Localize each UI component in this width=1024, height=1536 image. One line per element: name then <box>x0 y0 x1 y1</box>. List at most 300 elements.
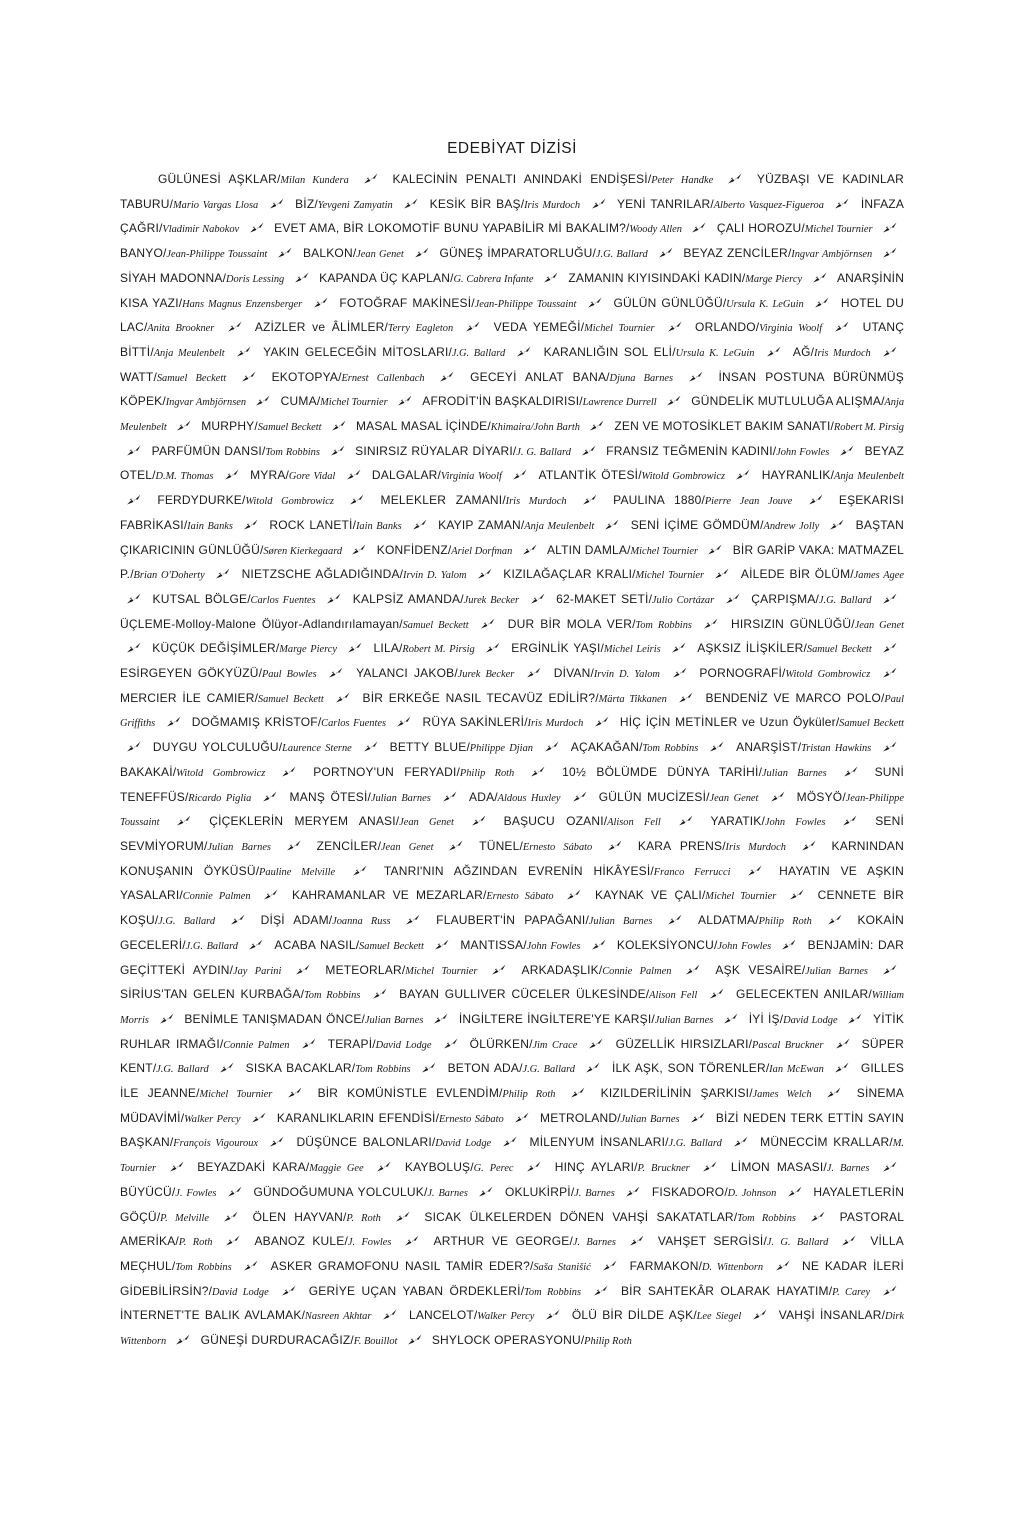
book-entry <box>568 271 802 285</box>
quill-pen-icon <box>725 593 740 604</box>
title-author-divider: / <box>570 1184 575 1199</box>
book-author: Søren Kierkegaard <box>263 545 343 557</box>
book-author: Julian Barnes <box>654 1014 714 1026</box>
book-entry <box>434 1234 616 1248</box>
quill-pen-icon <box>770 791 785 802</box>
book-title: ABANOZ KULE <box>254 1234 345 1249</box>
quill-pen-icon <box>526 667 541 678</box>
quill-pen-icon <box>666 395 681 406</box>
title-author-divider: / <box>632 567 636 582</box>
title-author-divider: / <box>278 740 283 755</box>
title-author-divider: / <box>523 937 527 952</box>
quill-pen-icon <box>735 469 750 480</box>
book-author: Franco Ferrucci <box>653 866 731 878</box>
book-author: David Lodge <box>375 1039 432 1051</box>
quill-pen-icon <box>882 1161 897 1172</box>
quill-pen-icon <box>330 445 345 456</box>
title-author-divider: / <box>343 1209 347 1224</box>
title-author-divider: / <box>169 1135 174 1150</box>
book-author: F. Bouillot <box>353 1336 398 1348</box>
book-author: Michel Tournier <box>405 965 478 977</box>
book-title: KAYBOLUŞ <box>404 1160 471 1175</box>
quill-pen-icon <box>403 198 418 209</box>
title-author-divider: / <box>520 517 525 532</box>
book-entry <box>572 1308 741 1322</box>
title-author-divider: / <box>254 690 258 705</box>
book-author: Iain Banks <box>355 520 402 532</box>
book-author: Dirk Wittenborn <box>120 1311 904 1348</box>
book-author: Witold Gombrowicz <box>785 669 871 681</box>
title-author-divider: / <box>598 962 603 977</box>
quill-pen-icon <box>169 1161 184 1172</box>
title-author-divider: / <box>830 468 834 483</box>
book-entry <box>197 1160 363 1174</box>
quill-pen-icon <box>882 741 897 752</box>
book-author: Tom Robbins <box>355 1064 411 1076</box>
title-author-divider: / <box>447 542 452 557</box>
quill-pen-icon <box>688 371 703 382</box>
book-title: AĞ <box>792 344 811 359</box>
title-author-divider: / <box>399 616 403 631</box>
book-entry <box>303 246 404 260</box>
book-entry <box>731 617 904 631</box>
book-author: Jean-Philippe Toussaint <box>474 298 577 310</box>
title-author-divider: / <box>701 493 705 508</box>
title-author-divider: / <box>502 493 506 508</box>
title-author-divider: / <box>803 641 807 656</box>
book-title: İNSAN POSTUNA BÜRÜNMÜŞ KÖPEK <box>120 369 905 409</box>
book-title: BEYAZ OTEL <box>120 443 905 483</box>
book-title: KÜÇÜK DEĞİŞİMLER <box>152 641 276 656</box>
book-author: J. Barnes <box>427 1187 468 1199</box>
quill-pen-icon <box>658 247 673 258</box>
book-entry <box>374 641 475 655</box>
book-title: KAPANDA ÜÇ KAPLAN <box>319 270 451 285</box>
book-title: ROCK LANETİ <box>269 517 353 532</box>
book-entry <box>432 1333 632 1347</box>
quill-pen-icon <box>834 321 849 332</box>
quill-pen-icon <box>709 988 724 999</box>
book-entry <box>290 790 431 804</box>
title-author-divider: / <box>650 863 654 878</box>
quill-pen-icon <box>766 346 781 357</box>
title-author-divider: / <box>423 1184 428 1199</box>
book-author: Michel Tournier <box>320 397 388 409</box>
book-title: İNGİLTERE İNGİLTERE'YE KARŞI <box>458 1011 652 1026</box>
book-title: METROLAND <box>540 1110 618 1125</box>
book-title: VEDA YEMEĞİ <box>493 320 581 335</box>
title-author-divider: / <box>810 344 814 359</box>
book-entry <box>612 1061 824 1075</box>
book-entry <box>595 888 776 902</box>
book-author: J.G. Ballard <box>668 1138 722 1150</box>
title-author-divider: / <box>672 344 676 359</box>
book-title: BİZİ NEDEN TERK ETTİN SAYIN BAŞKAN <box>120 1110 905 1150</box>
book-title: HAYALETLERİN GÖÇÜ <box>120 1184 905 1224</box>
title-author-divider: / <box>180 1110 185 1125</box>
book-entry <box>470 370 673 384</box>
quill-pen-icon <box>277 247 292 258</box>
book-title: PORTNOY'UN FERYADI <box>313 764 457 779</box>
book-title: BALKON <box>302 246 353 261</box>
title-author-divider: / <box>361 1011 365 1026</box>
book-author: Laurence Sterne <box>282 743 352 755</box>
book-author: Anja Meulenbelt <box>833 471 905 483</box>
book-title: HAYATIN VE AŞKIN YASALARI <box>120 863 905 903</box>
title-author-divider: / <box>595 690 599 705</box>
quill-pen-icon <box>747 865 762 876</box>
book-author: J.G. Ballard <box>818 594 872 606</box>
title-author-divider: / <box>603 814 608 829</box>
book-title: AŞK VESAİRE <box>715 962 802 977</box>
title-author-divider: / <box>473 1308 478 1323</box>
book-title: RÜYA SAKİNLERİ <box>422 715 525 730</box>
quill-pen-icon <box>808 494 823 505</box>
quill-pen-icon <box>251 1112 266 1123</box>
book-title: ANARŞİST <box>736 740 798 755</box>
book-title: NE KADAR İLERİ GİDEBİLİRSİN? <box>120 1258 904 1298</box>
book-author: David Lodge <box>211 1286 269 1298</box>
quill-pen-icon <box>812 272 827 283</box>
book-author: J. Fowles <box>175 1187 217 1199</box>
quill-pen-icon <box>703 618 718 629</box>
title-author-divider: / <box>626 221 630 236</box>
book-author: Tom Robbins <box>303 990 361 1002</box>
quill-pen-icon <box>255 395 270 406</box>
book-author: Ingvar Ambjörnsen <box>791 249 873 261</box>
book-author: Carlos Fuentes <box>250 594 316 606</box>
book-title: MELEKLER ZAMANI <box>380 493 503 508</box>
title-author-divider: / <box>801 962 806 977</box>
book-author: Julian Barnes <box>364 1014 424 1026</box>
book-author: John Fowles <box>526 940 581 952</box>
book-entry <box>469 790 560 804</box>
book-title: BAYAN GULLIVER CÜCELER ÜLKESİNDE <box>399 987 646 1002</box>
quill-pen-icon <box>372 988 387 999</box>
book-entry <box>271 1259 591 1273</box>
title-author-divider: / <box>701 888 706 903</box>
book-title: METEORLAR <box>325 962 402 977</box>
book-author: J. G. Ballard <box>516 446 571 458</box>
book-title: KUTSAL BÖLGE <box>152 591 248 606</box>
book-entry <box>246 1061 411 1075</box>
title-author-divider: / <box>130 567 134 582</box>
book-entry <box>120 765 265 779</box>
quill-pen-icon <box>709 741 724 752</box>
book-title: KARANLIĞIN SOL ELİ <box>543 344 673 359</box>
book-title: GECEYİ ANLAT BANA <box>470 369 607 384</box>
quill-pen-icon <box>175 1334 190 1345</box>
book-author: Tristan Hawkins <box>801 743 872 755</box>
book-title: KONFİDENZ <box>376 542 448 557</box>
quill-pen-icon <box>405 914 420 925</box>
book-title: GÜLÜNESİ AŞKLAR <box>158 172 278 186</box>
title-author-divider: / <box>401 962 406 977</box>
book-author: Märta Tikkanen <box>598 693 667 705</box>
book-entry <box>309 1284 581 1298</box>
book-author: P. Melville <box>160 1212 209 1224</box>
title-author-divider: / <box>494 789 498 804</box>
book-title: ESİRGEYEN GÖKYÜZÜ <box>120 666 259 681</box>
title-author-divider: / <box>301 1308 305 1323</box>
book-entry <box>263 345 505 359</box>
book-author: Pascal Bruckner <box>751 1039 824 1051</box>
title-author-divider: / <box>229 962 233 977</box>
title-author-divider: / <box>487 419 491 434</box>
book-entry <box>508 617 692 631</box>
quill-pen-icon <box>224 469 239 480</box>
book-entry <box>152 641 337 655</box>
title-author-divider: / <box>761 814 765 829</box>
book-entry <box>717 221 873 235</box>
book-author: Connie Palmen <box>602 965 672 977</box>
quill-pen-icon <box>223 1211 238 1222</box>
book-author: Woody Allen <box>629 224 682 236</box>
book-author: Samuel Beckett <box>839 718 904 730</box>
title-author-divider: / <box>758 764 762 779</box>
book-author: J. Barnes <box>572 1237 616 1249</box>
title-author-divider: / <box>352 246 357 261</box>
book-author: Tom Robbins <box>524 1286 581 1298</box>
book-title: YÜZBAŞI VE KADINLAR TABURU <box>120 172 904 211</box>
book-title: WATT <box>120 369 154 384</box>
book-title: MYRA <box>250 468 286 483</box>
title-author-divider: / <box>175 1234 179 1249</box>
title-author-divider: / <box>881 394 885 409</box>
book-title: BAKAKAİ <box>120 764 173 779</box>
quill-pen-icon <box>502 1136 517 1147</box>
book-entry <box>731 1160 869 1174</box>
book-author: Brian O'Doherty <box>133 570 205 582</box>
title-author-divider: / <box>868 987 872 1002</box>
book-author: Virginia Woolf <box>759 323 823 335</box>
title-author-divider: / <box>384 320 388 335</box>
quill-pen-icon <box>678 692 693 703</box>
title-author-divider: / <box>275 641 280 656</box>
quill-pen-icon <box>835 1038 850 1049</box>
book-author: Vladimir Nabokov <box>162 224 240 236</box>
book-author: P. Bruckner <box>637 1163 690 1175</box>
book-title: SENİ SEVMİYORUM <box>120 814 904 853</box>
book-entry <box>503 567 704 581</box>
book-title: TANRI'NIN AĞZINDAN EVRENİN HİKÂYESİ <box>383 863 651 878</box>
quill-pen-icon <box>882 1285 897 1296</box>
title-author-divider: / <box>437 468 441 483</box>
quill-pen-icon <box>287 1087 302 1098</box>
title-author-divider: / <box>466 740 470 755</box>
quill-pen-icon <box>376 1161 391 1172</box>
quill-pen-icon <box>672 667 687 678</box>
book-author: Marge Piercy <box>745 273 803 285</box>
book-author: Samuel Beckett <box>257 422 322 434</box>
book-title: VAHŞET SERGİSİ <box>657 1234 764 1249</box>
title-author-divider: / <box>482 888 487 903</box>
book-entry <box>562 765 827 779</box>
book-entry <box>423 715 584 729</box>
book-entry <box>313 765 514 779</box>
title-author-divider: / <box>801 221 805 236</box>
book-author: Anja Meulenbelt <box>120 397 905 434</box>
book-entry <box>571 740 699 754</box>
quill-pen-icon <box>442 791 457 802</box>
quill-pen-icon <box>351 544 366 555</box>
title-author-divider: / <box>448 344 452 359</box>
book-title: BEYAZDAKİ KARA <box>197 1160 306 1175</box>
book-title: İLK AŞK, SON TÖRENLER <box>611 1061 766 1076</box>
quill-pen-icon <box>328 667 343 678</box>
book-author: J.G. Ballard <box>451 347 506 359</box>
quill-pen-icon <box>269 1136 284 1147</box>
book-entry <box>120 987 360 1001</box>
quill-pen-icon <box>727 173 742 184</box>
book-author: Samuel Beckett <box>402 619 469 631</box>
title-author-divider: / <box>755 913 759 928</box>
book-entry <box>253 1210 381 1224</box>
book-author: Walker Percy <box>477 1311 535 1323</box>
book-title: AŞKSIZ İLİŞKİLER <box>697 641 804 656</box>
book-author: Iris Murdoch <box>524 199 581 211</box>
book-author: John Fowles <box>717 940 772 952</box>
quill-pen-icon <box>439 371 454 382</box>
book-title: ACABA NASIL <box>274 937 356 952</box>
book-entry <box>381 493 567 507</box>
book-entry <box>261 913 391 927</box>
book-entry <box>120 1185 216 1199</box>
book-title: ÇALI HOROZU <box>716 221 802 236</box>
book-title: SISKA BACAKLAR <box>245 1061 352 1076</box>
quill-pen-icon <box>241 371 256 382</box>
quill-pen-icon <box>262 791 277 802</box>
quill-pen-icon <box>581 445 596 456</box>
title-author-divider: / <box>714 937 718 952</box>
quill-pen-icon <box>395 1211 410 1222</box>
book-title: SENİ İÇİME GÖMDÜM <box>630 517 761 532</box>
book-entry <box>120 666 317 680</box>
book-entry <box>479 839 592 853</box>
book-entry <box>715 963 868 977</box>
book-title: ARKADAŞLIK <box>521 962 599 977</box>
book-title: ÖLÜRKEN <box>469 1036 530 1051</box>
book-entry <box>250 468 335 482</box>
quill-pen-icon <box>882 346 897 357</box>
quill-pen-icon <box>827 914 842 925</box>
book-title: KALPSİZ AMANDA <box>352 591 461 606</box>
book-title: KESİK BİR BAŞ <box>429 196 521 211</box>
book-title: AZİZLER ve ÂLİMLER <box>254 320 385 335</box>
book-title: BENİMLE TANIŞMADAN ÖNCE <box>184 1011 362 1026</box>
title-author-divider: / <box>344 1234 348 1249</box>
book-entry <box>356 666 514 680</box>
book-title: AİLEDE BİR ÖLÜM <box>740 567 851 582</box>
book-author: Marge Piercy <box>279 644 337 656</box>
book-title: 10½ BÖLÜMDE DÜNYA TARİHİ <box>562 764 759 779</box>
quill-pen-icon <box>126 642 141 653</box>
quill-pen-icon <box>882 593 897 604</box>
book-title: FLAUBERT'İN PAPAĞANI <box>436 913 586 928</box>
quill-pen-icon <box>714 568 729 579</box>
title-author-divider: / <box>835 715 840 730</box>
book-entry <box>555 1160 690 1174</box>
title-author-divider: / <box>178 295 183 310</box>
book-title: KARNINDAN KONUŞANIN ÖYKÜSÜ <box>120 838 905 878</box>
title-author-divider: / <box>460 591 464 606</box>
book-entry <box>184 1012 423 1026</box>
title-author-divider: / <box>219 1036 224 1051</box>
quill-pen-icon <box>593 1285 608 1296</box>
title-author-divider: / <box>569 1234 573 1249</box>
book-entry <box>201 1333 398 1347</box>
quill-pen-icon <box>834 1062 849 1073</box>
quill-pen-icon <box>702 1161 717 1172</box>
book-author: Samuel Beckett <box>257 693 324 705</box>
book-entry <box>356 419 580 433</box>
book-entry <box>698 913 812 927</box>
book-author: Tom Robbins <box>175 1261 232 1273</box>
title-author-divider: / <box>600 641 604 656</box>
book-author: Jean Genet <box>854 619 904 631</box>
book-author: Doris Lessing <box>225 273 285 285</box>
book-author: Julian Barnes <box>805 965 868 977</box>
book-title: BETTY BLUE <box>389 740 467 755</box>
quill-pen-icon <box>421 1062 436 1073</box>
book-author: Tom Robbins <box>635 619 692 631</box>
book-title: YALANCI JAKOB <box>356 666 455 681</box>
book-author: Witold Gombrowicz <box>641 471 726 483</box>
book-title: PORNOGRAFİ <box>699 666 783 681</box>
book-author: D. Johnson <box>727 1187 777 1199</box>
title-author-divider: / <box>499 1086 503 1101</box>
quill-pen-icon <box>516 346 531 357</box>
quill-pen-icon <box>347 642 362 653</box>
book-title: FOTOĞRAF MAKİNESİ <box>339 295 472 310</box>
book-author: Andrew Jolly <box>763 520 820 532</box>
book-author: J.G. Ballard <box>158 916 216 928</box>
book-entry <box>158 172 349 186</box>
title-author-divider: / <box>152 1061 157 1076</box>
title-author-divider: / <box>706 789 710 804</box>
book-title: DALGALAR <box>371 468 438 483</box>
quill-pen-icon <box>215 568 230 579</box>
quill-pen-icon <box>243 519 258 530</box>
quill-pen-icon <box>404 1235 419 1246</box>
book-title: UTANÇ BİTTİ <box>120 320 905 359</box>
book-entry <box>554 666 660 680</box>
book-entry <box>255 320 453 334</box>
title-author-divider: / <box>247 591 251 606</box>
book-author: Terry Eagleton <box>387 323 454 335</box>
book-author: Khimaira/John Barth <box>490 422 580 434</box>
quill-pen-icon <box>787 1186 802 1197</box>
title-author-divider: / <box>351 1061 356 1076</box>
book-title: MERCIER İLE CAMIER <box>120 690 255 705</box>
book-title: KARA PRENS <box>637 838 723 853</box>
title-author-divider: / <box>152 468 156 483</box>
quill-pen-icon <box>227 321 242 332</box>
book-author: Michel Tournier <box>630 545 699 557</box>
book-entry <box>295 197 393 211</box>
title-author-divider: / <box>471 295 475 310</box>
quill-pen-icon <box>582 494 597 505</box>
book-title: ÖLÜ BİR DİLDE AŞK <box>571 1308 694 1323</box>
book-title: DİVAN <box>553 666 591 681</box>
title-author-divider: / <box>648 591 652 606</box>
quill-pen-icon <box>543 272 558 283</box>
book-title: İNFAZA ÇAĞRI <box>120 196 905 236</box>
book-entry <box>539 468 726 482</box>
book-author: Ariel Dorfman <box>451 545 513 557</box>
book-title: ADA <box>469 789 495 804</box>
quill-pen-icon <box>733 1136 748 1147</box>
